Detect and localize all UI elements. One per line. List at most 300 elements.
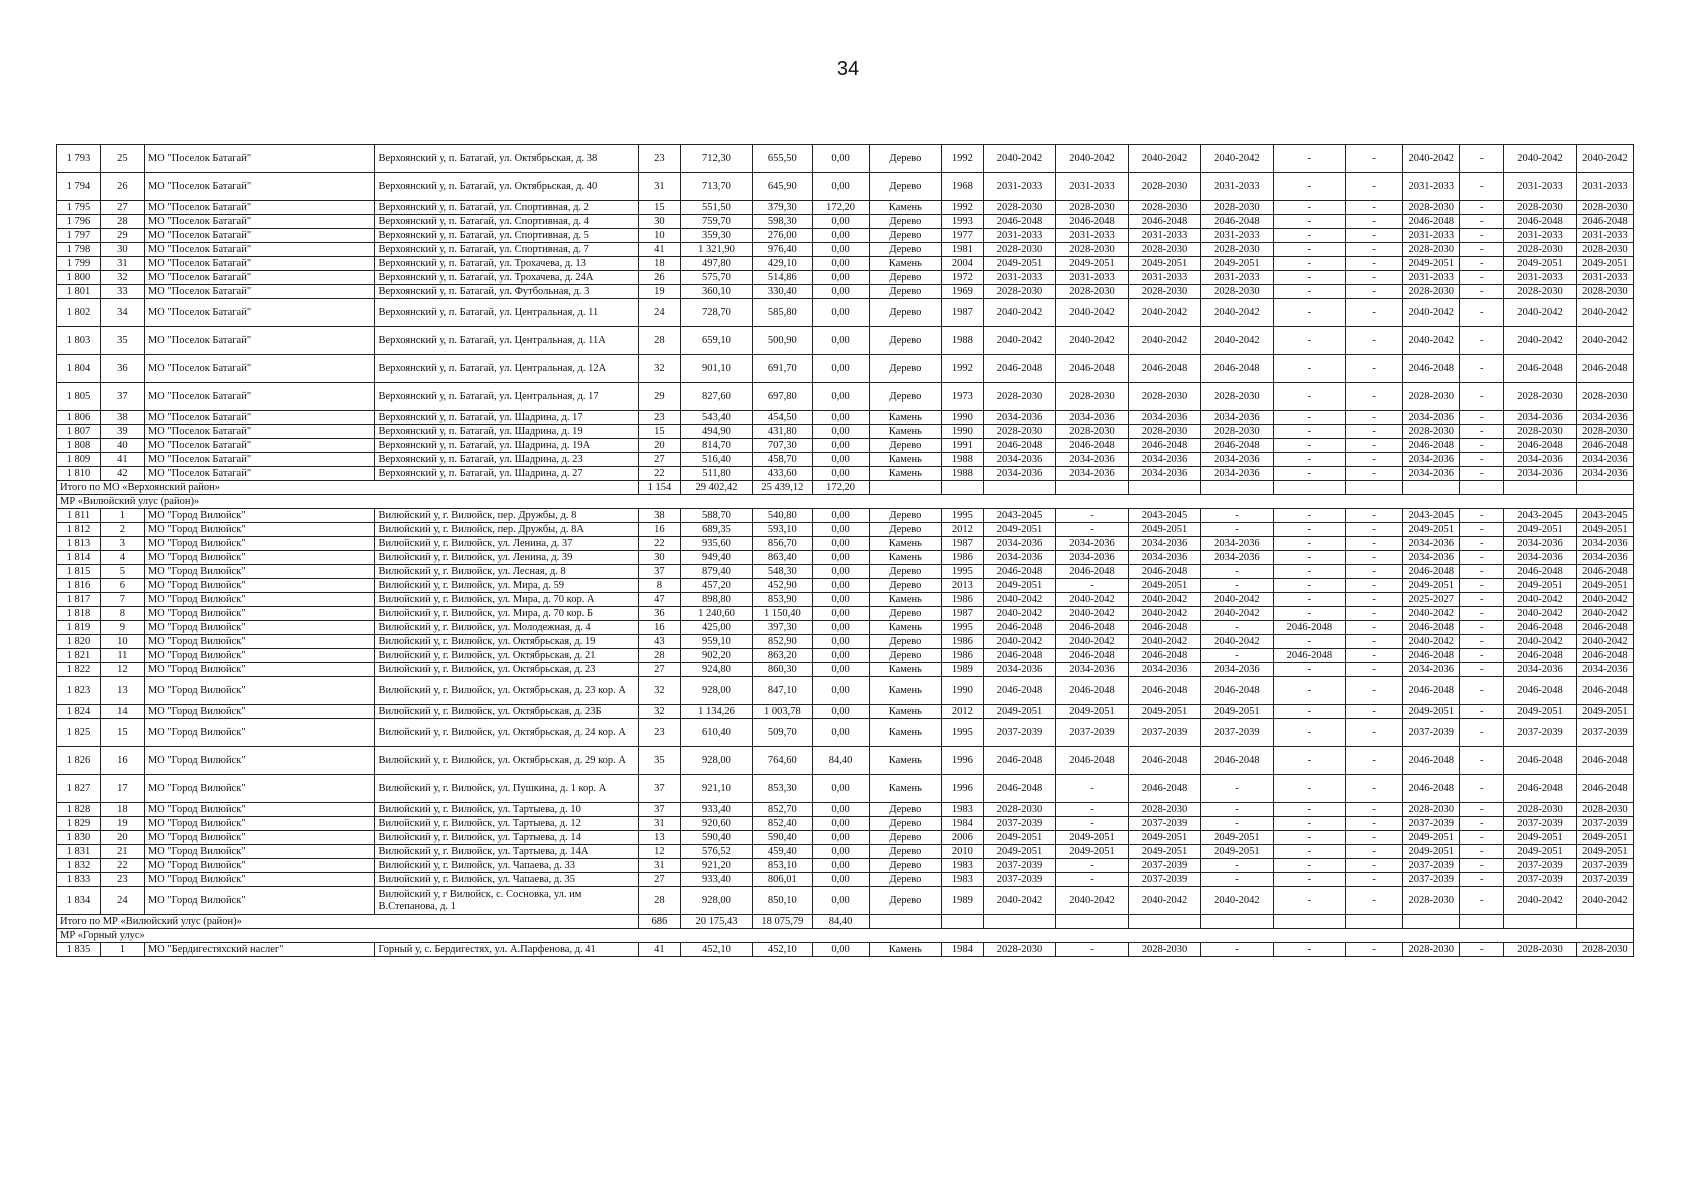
reg-number-cell: 1 796 [57, 215, 101, 229]
period-9-cell: 2037-2039 [1504, 817, 1576, 831]
period-1-cell: 2046-2048 [983, 565, 1055, 579]
period-4-cell: 2040-2042 [1201, 887, 1273, 915]
table-row [57, 285, 1634, 299]
period-2-cell: - [1056, 579, 1128, 593]
year-built-cell: 1986 [942, 649, 984, 663]
period-10-cell: 2028-2030 [1576, 943, 1633, 957]
period-3-cell: 2034-2036 [1128, 411, 1200, 425]
nonliving-area-cell: 0,00 [812, 635, 869, 649]
period-9-cell: 2049-2051 [1504, 523, 1576, 537]
period-2-cell: - [1056, 859, 1128, 873]
address-cell: Вилюйский у, г Вилюйск, с. Сосновка, ул. им В.Степанова, д. 1 [375, 887, 639, 915]
period-1-cell: 2031-2033 [983, 271, 1055, 285]
period-2-cell: 2046-2048 [1056, 747, 1128, 775]
period-9-cell: 2046-2048 [1504, 649, 1576, 663]
period-5-cell: - [1273, 551, 1345, 565]
period-1-cell: 2049-2051 [983, 579, 1055, 593]
year-built-cell: 1983 [942, 859, 984, 873]
nonliving-area-cell: 0,00 [812, 887, 869, 915]
period-4-cell: 2040-2042 [1201, 145, 1273, 173]
period-2-cell: 2028-2030 [1056, 425, 1128, 439]
period-3-cell: 2046-2048 [1128, 215, 1200, 229]
period-10-cell: 2049-2051 [1576, 831, 1633, 845]
residents-cell: 37 [639, 565, 681, 579]
empty-cell [1346, 915, 1403, 929]
period-8-cell: - [1460, 663, 1504, 677]
reg-number-cell: 1 831 [57, 845, 101, 859]
period-4-cell: 2049-2051 [1201, 257, 1273, 271]
period-4-cell: 2046-2048 [1201, 355, 1273, 383]
reg-number-cell: 1 824 [57, 705, 101, 719]
table-row [57, 719, 1634, 747]
municipality-cell: МО "Город Вилюйск" [144, 719, 375, 747]
period-9-cell: 2040-2042 [1504, 145, 1576, 173]
period-1-cell: 2046-2048 [983, 775, 1055, 803]
nonliving-area-cell: 0,00 [812, 425, 869, 439]
period-4-cell: - [1201, 873, 1273, 887]
period-9-cell: 2034-2036 [1504, 537, 1576, 551]
period-1-cell: 2049-2051 [983, 705, 1055, 719]
living-area-cell: 431,80 [753, 425, 812, 439]
year-built-cell: 1996 [942, 747, 984, 775]
period-6-cell: - [1346, 775, 1403, 803]
year-built-cell: 1991 [942, 439, 984, 453]
period-4-cell: - [1201, 775, 1273, 803]
period-1-cell: 2028-2030 [983, 803, 1055, 817]
period-2-cell: 2031-2033 [1056, 271, 1128, 285]
period-5-cell: - [1273, 635, 1345, 649]
municipality-cell: МО "Город Вилюйск" [144, 831, 375, 845]
period-5-cell: 2046-2048 [1273, 621, 1345, 635]
table-row [57, 215, 1634, 229]
period-7-cell: 2031-2033 [1403, 173, 1460, 201]
period-7-cell: 2034-2036 [1403, 551, 1460, 565]
municipality-cell: МО "Город Вилюйск" [144, 803, 375, 817]
reg-number-cell: 1 814 [57, 551, 101, 565]
living-area-cell: 276,00 [753, 229, 812, 243]
period-9-cell: 2028-2030 [1504, 943, 1576, 957]
wall-material-cell: Дерево [869, 635, 941, 649]
reg-number-cell: 1 806 [57, 411, 101, 425]
address-cell: Верхоянский у, п. Батагай, ул. Шадрина, д. 23 [375, 453, 639, 467]
period-5-cell: - [1273, 817, 1345, 831]
period-4-cell: 2049-2051 [1201, 831, 1273, 845]
municipality-cell: МО "Поселок Батагай" [144, 271, 375, 285]
period-2-cell: 2031-2033 [1056, 173, 1128, 201]
period-7-cell: 2046-2048 [1403, 355, 1460, 383]
nonliving-area-cell: 0,00 [812, 229, 869, 243]
period-9-cell: 2046-2048 [1504, 747, 1576, 775]
period-4-cell: 2031-2033 [1201, 173, 1273, 201]
period-9-cell: 2049-2051 [1504, 831, 1576, 845]
period-2-cell: 2031-2033 [1056, 229, 1128, 243]
table-row [57, 299, 1634, 327]
period-4-cell: 2040-2042 [1201, 299, 1273, 327]
total-area-cell: 1 321,90 [680, 243, 752, 257]
address-cell: Вилюйский у, г. Вилюйск, ул. Мира, д. 70 кор. Б [375, 607, 639, 621]
period-9-cell: 2031-2033 [1504, 229, 1576, 243]
period-9-cell: 2046-2048 [1504, 677, 1576, 705]
period-6-cell: - [1346, 243, 1403, 257]
living-area-cell: 850,10 [753, 887, 812, 915]
nonliving-area-cell: 0,00 [812, 453, 869, 467]
reg-number-cell: 1 809 [57, 453, 101, 467]
total-area-cell: 924,80 [680, 663, 752, 677]
period-9-cell: 2040-2042 [1504, 607, 1576, 621]
period-5-cell: - [1273, 215, 1345, 229]
nonliving-area-cell: 0,00 [812, 607, 869, 621]
reg-number-cell: 1 799 [57, 257, 101, 271]
item-number-cell: 19 [100, 817, 144, 831]
period-7-cell: 2046-2048 [1403, 439, 1460, 453]
period-2-cell: - [1056, 817, 1128, 831]
period-4-cell: - [1201, 859, 1273, 873]
period-5-cell: - [1273, 593, 1345, 607]
period-1-cell: 2034-2036 [983, 551, 1055, 565]
period-7-cell: 2034-2036 [1403, 663, 1460, 677]
period-9-cell: 2046-2048 [1504, 621, 1576, 635]
nonliving-area-cell: 0,00 [812, 467, 869, 481]
address-cell: Верхоянский у, п. Батагай, ул. Шадрина, д. 19 [375, 425, 639, 439]
period-10-cell: 2049-2051 [1576, 257, 1633, 271]
period-10-cell: 2034-2036 [1576, 551, 1633, 565]
period-7-cell: 2040-2042 [1403, 327, 1460, 355]
nonliving-area-cell: 0,00 [812, 859, 869, 873]
wall-material-cell: Дерево [869, 173, 941, 201]
period-6-cell: - [1346, 551, 1403, 565]
total-area-cell: 920,60 [680, 817, 752, 831]
period-10-cell: 2034-2036 [1576, 411, 1633, 425]
period-9-cell: 2040-2042 [1504, 635, 1576, 649]
reg-number-cell: 1 812 [57, 523, 101, 537]
address-cell: Верхоянский у, п. Батагай, ул. Трохачева, д. 13 [375, 257, 639, 271]
address-cell: Вилюйский у, г. Вилюйск, пер. Дружбы, д. 8А [375, 523, 639, 537]
municipality-cell: МО "Город Вилюйск" [144, 887, 375, 915]
period-8-cell: - [1460, 943, 1504, 957]
period-9-cell: 2028-2030 [1504, 425, 1576, 439]
period-6-cell: - [1346, 299, 1403, 327]
year-built-cell: 1995 [942, 509, 984, 523]
period-9-cell: 2037-2039 [1504, 719, 1576, 747]
period-10-cell: 2028-2030 [1576, 201, 1633, 215]
total-area-cell: 928,00 [680, 887, 752, 915]
wall-material-cell: Дерево [869, 229, 941, 243]
period-10-cell: 2049-2051 [1576, 705, 1633, 719]
wall-material-cell: Камень [869, 677, 941, 705]
residents-cell: 15 [639, 425, 681, 439]
period-1-cell: 2049-2051 [983, 831, 1055, 845]
period-2-cell: 2049-2051 [1056, 705, 1128, 719]
period-10-cell: 2040-2042 [1576, 145, 1633, 173]
period-7-cell: 2049-2051 [1403, 831, 1460, 845]
period-8-cell: - [1460, 271, 1504, 285]
residents-cell: 32 [639, 355, 681, 383]
year-built-cell: 1988 [942, 327, 984, 355]
wall-material-cell: Дерево [869, 355, 941, 383]
residents-cell: 37 [639, 803, 681, 817]
period-6-cell: - [1346, 257, 1403, 271]
residents-cell: 10 [639, 229, 681, 243]
wall-material-cell: Дерево [869, 285, 941, 299]
reg-number-cell: 1 815 [57, 565, 101, 579]
living-area-cell: 1 003,78 [753, 705, 812, 719]
period-10-cell: 2040-2042 [1576, 299, 1633, 327]
nonliving-area-cell: 0,00 [812, 551, 869, 565]
residents-cell: 27 [639, 453, 681, 467]
period-5-cell: - [1273, 425, 1345, 439]
reg-number-cell: 1 821 [57, 649, 101, 663]
period-7-cell: 2040-2042 [1403, 635, 1460, 649]
residents-cell: 41 [639, 243, 681, 257]
total-area-cell: 610,40 [680, 719, 752, 747]
empty-cell [1346, 481, 1403, 495]
period-9-cell: 2046-2048 [1504, 355, 1576, 383]
year-built-cell: 1992 [942, 355, 984, 383]
wall-material-cell: Дерево [869, 831, 941, 845]
period-1-cell: 2028-2030 [983, 943, 1055, 957]
living-area-cell: 433,60 [753, 467, 812, 481]
wall-material-cell: Дерево [869, 803, 941, 817]
address-cell: Верхоянский у, п. Батагай, ул. Шадрина, д. 17 [375, 411, 639, 425]
empty-cell [1201, 915, 1273, 929]
nonliving-area-cell: 0,00 [812, 719, 869, 747]
period-4-cell: 2040-2042 [1201, 635, 1273, 649]
item-number-cell: 26 [100, 173, 144, 201]
period-1-cell: 2037-2039 [983, 719, 1055, 747]
period-3-cell: 2049-2051 [1128, 579, 1200, 593]
residents-cell: 36 [639, 607, 681, 621]
period-3-cell: 2040-2042 [1128, 593, 1200, 607]
empty-cell [1128, 481, 1200, 495]
reg-number-cell: 1 832 [57, 859, 101, 873]
residents-cell: 22 [639, 467, 681, 481]
period-1-cell: 2049-2051 [983, 257, 1055, 271]
item-number-cell: 6 [100, 579, 144, 593]
empty-cell [983, 481, 1055, 495]
address-cell: Вилюйский у, г. Вилюйск, ул. Тартыева, д. 14 [375, 831, 639, 845]
address-cell: Вилюйский у, г. Вилюйск, ул. Октябрьская, д. 19 [375, 635, 639, 649]
municipality-cell: МО "Поселок Батагай" [144, 229, 375, 243]
item-number-cell: 9 [100, 621, 144, 635]
nonliving-area-cell: 0,00 [812, 593, 869, 607]
period-10-cell: 2037-2039 [1576, 817, 1633, 831]
period-5-cell: - [1273, 355, 1345, 383]
period-8-cell: - [1460, 425, 1504, 439]
table-row [57, 453, 1634, 467]
residents-cell: 37 [639, 775, 681, 803]
living-area-cell: 514,86 [753, 271, 812, 285]
period-9-cell: 2040-2042 [1504, 299, 1576, 327]
period-5-cell: - [1273, 873, 1345, 887]
total-row [57, 481, 1634, 495]
period-4-cell: 2046-2048 [1201, 215, 1273, 229]
period-2-cell: 2034-2036 [1056, 453, 1128, 467]
period-9-cell: 2028-2030 [1504, 201, 1576, 215]
total-value: 25 439,12 [753, 481, 812, 495]
period-2-cell: 2028-2030 [1056, 285, 1128, 299]
period-1-cell: 2028-2030 [983, 425, 1055, 439]
nonliving-area-cell: 0,00 [812, 327, 869, 355]
total-area-cell: 901,10 [680, 355, 752, 383]
period-5-cell: - [1273, 173, 1345, 201]
living-area-cell: 500,90 [753, 327, 812, 355]
period-10-cell: 2037-2039 [1576, 859, 1633, 873]
reg-number-cell: 1 795 [57, 201, 101, 215]
period-7-cell: 2028-2030 [1403, 803, 1460, 817]
period-10-cell: 2040-2042 [1576, 635, 1633, 649]
address-cell: Вилюйский у, г. Вилюйск, ул. Чапаева, д. 33 [375, 859, 639, 873]
period-6-cell: - [1346, 621, 1403, 635]
living-area-cell: 852,70 [753, 803, 812, 817]
period-3-cell: 2037-2039 [1128, 817, 1200, 831]
living-area-cell: 707,30 [753, 439, 812, 453]
total-area-cell: 728,70 [680, 299, 752, 327]
total-row [57, 915, 1634, 929]
period-6-cell: - [1346, 845, 1403, 859]
municipality-cell: МО "Город Вилюйск" [144, 509, 375, 523]
reg-number-cell: 1 820 [57, 635, 101, 649]
period-6-cell: - [1346, 663, 1403, 677]
period-7-cell: 2034-2036 [1403, 411, 1460, 425]
period-9-cell: 2031-2033 [1504, 271, 1576, 285]
reg-number-cell: 1 818 [57, 607, 101, 621]
total-area-cell: 827,60 [680, 383, 752, 411]
period-2-cell: - [1056, 509, 1128, 523]
municipality-cell: МО "Поселок Батагай" [144, 243, 375, 257]
period-3-cell: 2040-2042 [1128, 299, 1200, 327]
residents-cell: 31 [639, 859, 681, 873]
year-built-cell: 1968 [942, 173, 984, 201]
period-7-cell: 2046-2048 [1403, 565, 1460, 579]
address-cell: Вилюйский у, г. Вилюйск, ул. Октябрьская, д. 29 кор. А [375, 747, 639, 775]
reg-number-cell: 1 817 [57, 593, 101, 607]
period-2-cell: 2034-2036 [1056, 411, 1128, 425]
period-3-cell: 2046-2048 [1128, 775, 1200, 803]
period-5-cell: - [1273, 299, 1345, 327]
address-cell: Верхоянский у, п. Батагай, ул. Центральная, д. 17 [375, 383, 639, 411]
item-number-cell: 31 [100, 257, 144, 271]
period-7-cell: 2046-2048 [1403, 677, 1460, 705]
total-area-cell: 425,00 [680, 621, 752, 635]
period-9-cell: 2034-2036 [1504, 411, 1576, 425]
period-5-cell: - [1273, 719, 1345, 747]
nonliving-area-cell: 0,00 [812, 145, 869, 173]
table-row [57, 467, 1634, 481]
municipality-cell: МО "Город Вилюйск" [144, 705, 375, 719]
period-1-cell: 2031-2033 [983, 229, 1055, 243]
wall-material-cell: Дерево [869, 845, 941, 859]
period-7-cell: 2046-2048 [1403, 215, 1460, 229]
period-4-cell: - [1201, 565, 1273, 579]
item-number-cell: 13 [100, 677, 144, 705]
residents-cell: 16 [639, 621, 681, 635]
period-4-cell: - [1201, 817, 1273, 831]
period-4-cell: - [1201, 579, 1273, 593]
period-1-cell: 2037-2039 [983, 873, 1055, 887]
period-1-cell: 2034-2036 [983, 537, 1055, 551]
living-area-cell: 863,40 [753, 551, 812, 565]
period-6-cell: - [1346, 523, 1403, 537]
year-built-cell: 1989 [942, 663, 984, 677]
period-6-cell: - [1346, 649, 1403, 663]
period-4-cell: 2037-2039 [1201, 719, 1273, 747]
living-area-cell: 598,30 [753, 215, 812, 229]
total-area-cell: 457,20 [680, 579, 752, 593]
empty-cell [1056, 915, 1128, 929]
period-5-cell: - [1273, 327, 1345, 355]
living-area-cell: 548,30 [753, 565, 812, 579]
item-number-cell: 16 [100, 747, 144, 775]
period-6-cell: - [1346, 887, 1403, 915]
period-5-cell: - [1273, 845, 1345, 859]
total-value: 29 402,42 [680, 481, 752, 495]
nonliving-area-cell: 0,00 [812, 649, 869, 663]
total-area-cell: 659,10 [680, 327, 752, 355]
municipality-cell: МО "Поселок Батагай" [144, 201, 375, 215]
period-8-cell: - [1460, 705, 1504, 719]
address-cell: Верхоянский у, п. Батагай, ул. Центральная, д. 12А [375, 355, 639, 383]
empty-cell [1504, 481, 1576, 495]
total-area-cell: 452,10 [680, 943, 752, 957]
reg-number-cell: 1 801 [57, 285, 101, 299]
section-title: МР «Горный улус» [57, 929, 1634, 943]
residents-cell: 13 [639, 831, 681, 845]
period-3-cell: 2049-2051 [1128, 705, 1200, 719]
period-7-cell: 2037-2039 [1403, 719, 1460, 747]
year-built-cell: 1987 [942, 537, 984, 551]
table-row [57, 257, 1634, 271]
total-area-cell: 689,35 [680, 523, 752, 537]
table-row [57, 845, 1634, 859]
period-8-cell: - [1460, 257, 1504, 271]
period-6-cell: - [1346, 607, 1403, 621]
period-8-cell: - [1460, 229, 1504, 243]
item-number-cell: 3 [100, 537, 144, 551]
item-number-cell: 4 [100, 551, 144, 565]
period-6-cell: - [1346, 579, 1403, 593]
municipality-cell: МО "Город Вилюйск" [144, 775, 375, 803]
period-2-cell: 2040-2042 [1056, 593, 1128, 607]
period-5-cell: - [1273, 439, 1345, 453]
period-3-cell: 2034-2036 [1128, 551, 1200, 565]
period-5-cell: - [1273, 453, 1345, 467]
item-number-cell: 24 [100, 887, 144, 915]
address-cell: Вилюйский у, г. Вилюйск, ул. Молодежная, д. 4 [375, 621, 639, 635]
empty-cell [869, 481, 941, 495]
municipality-cell: МО "Поселок Батагай" [144, 257, 375, 271]
residents-cell: 32 [639, 705, 681, 719]
reg-number-cell: 1 807 [57, 425, 101, 439]
municipality-cell: МО "Поселок Батагай" [144, 327, 375, 355]
nonliving-area-cell: 0,00 [812, 579, 869, 593]
item-number-cell: 11 [100, 649, 144, 663]
municipality-cell: МО "Город Вилюйск" [144, 523, 375, 537]
period-7-cell: 2049-2051 [1403, 845, 1460, 859]
table-row [57, 677, 1634, 705]
period-2-cell: 2028-2030 [1056, 201, 1128, 215]
table-row [57, 803, 1634, 817]
item-number-cell: 33 [100, 285, 144, 299]
municipality-cell: МО "Город Вилюйск" [144, 747, 375, 775]
residents-cell: 32 [639, 677, 681, 705]
total-area-cell: 1 240,60 [680, 607, 752, 621]
period-8-cell: - [1460, 593, 1504, 607]
period-8-cell: - [1460, 649, 1504, 663]
period-10-cell: 2046-2048 [1576, 565, 1633, 579]
period-2-cell: - [1056, 523, 1128, 537]
wall-material-cell: Дерево [869, 509, 941, 523]
residents-cell: 18 [639, 257, 681, 271]
